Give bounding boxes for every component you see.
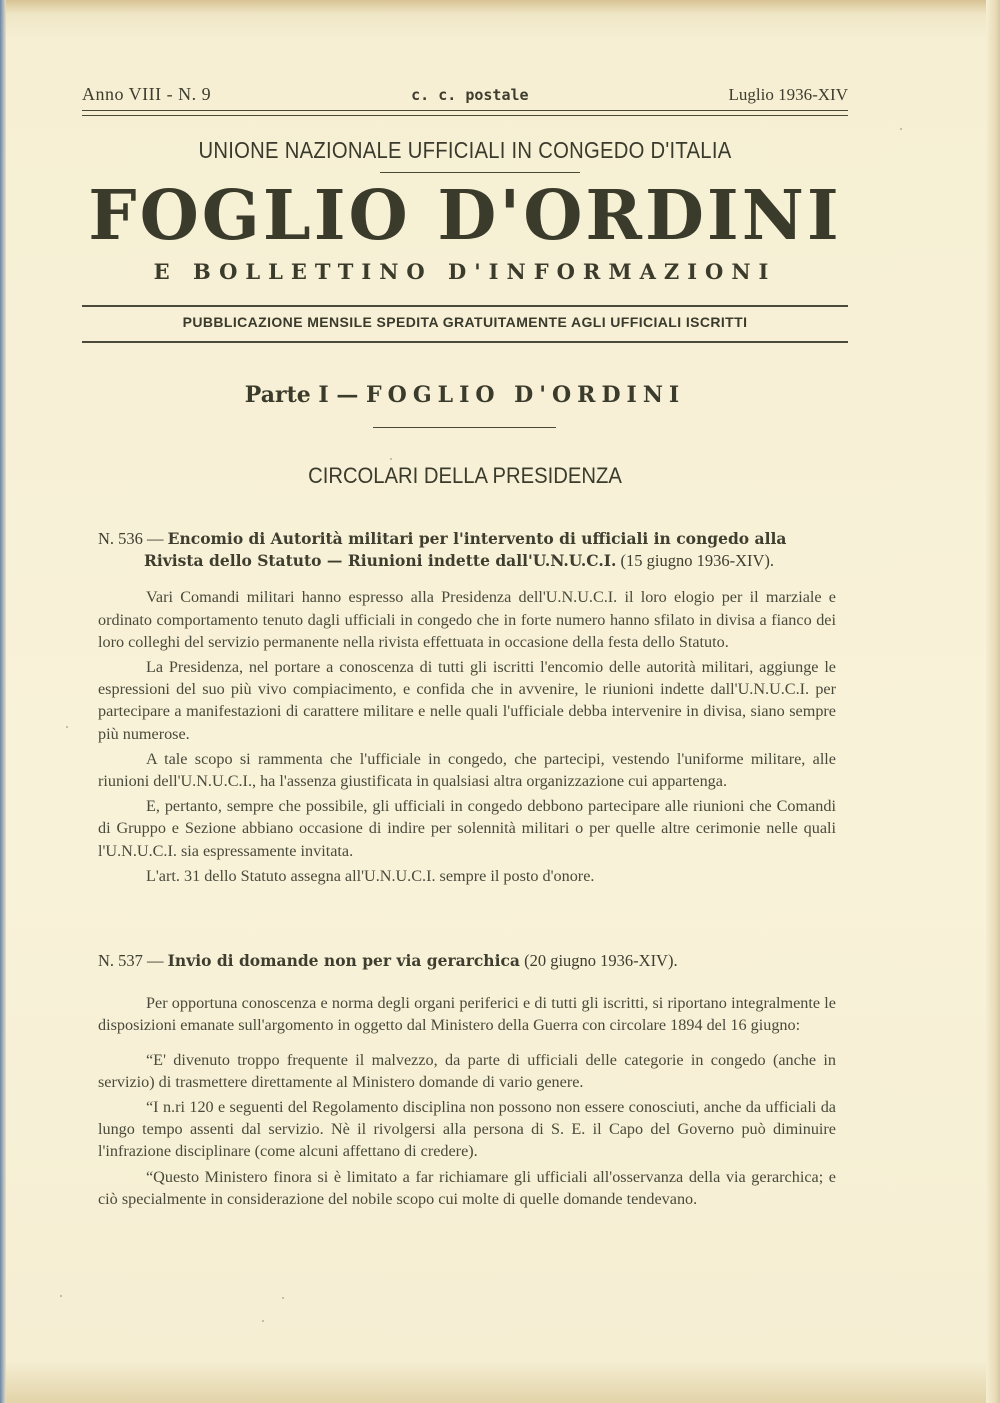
publication-note: PUBBLICAZIONE MENSILE SPEDITA GRATUITAMENTE AGLI UFFICIALI ISCRITTI — [182, 314, 748, 330]
paragraph: L'art. 31 dello Statuto assegna all'U.N.U.C.I. sempre il posto d'onore. — [146, 866, 595, 885]
article-number: N. 537 — — [98, 951, 164, 970]
part-prefix: Parte I — — [244, 382, 359, 408]
section-title: CIRCOLARI DELLA PRESIDENZA — [308, 463, 622, 488]
publication-subtitle: E BOLLETTINO D'INFORMAZIONI — [153, 259, 777, 284]
short-rule-divider — [373, 427, 556, 428]
rule-divider — [82, 305, 848, 307]
paragraph: E, pertanto, sempre che possibile, gli ufficiali in congedo debbono partecipare alle riunioni che Comandi di Gruppo e Sezione abbiano occasione di indire per solennità militari o per quelle altre cerimonie nelle quali l'U.N.U.C.I. sia espressamente invitata. — [98, 797, 836, 860]
article-title: Invio di domande non per via gerarchica — [167, 951, 520, 970]
postal-note: c. c. postale — [411, 86, 529, 104]
paragraph: “E' divenuto troppo frequente il malvezzo, da parte di ufficiali delle categorie in congedo (anche in servizio) di trasmettere direttamente al Ministero domande di vario genere. — [98, 1050, 836, 1091]
article-heading — [98, 528, 836, 572]
paragraph: Per opportuna conoscenza e norma degli organi periferici e di tutti gli iscritti, si riportano integralmente le disposizioni emanate sull'argomento in oggetto dal Ministero della Guerra con circolare 1894 del 16 giugno: — [98, 994, 836, 1035]
organization-name: UNIONE NAZIONALE UFFICIALI IN CONGEDO D'ITALIA — [198, 137, 732, 163]
article-heading — [98, 950, 836, 972]
paragraph: Vari Comandi militari hanno espresso alla Presidenza dell'U.N.U.C.I. il loro elogio per il marziale e ordinato comportamento tenuto dagli ufficiali in congedo che in forte numero hanno sfilato in divisa a fianco dei loro colleghi del servizio permanente nella rivista effettuata in occasione della festa dello Statuto. — [98, 588, 836, 651]
issue-date: Luglio 1936-XIV — [728, 85, 848, 104]
article-536 — [98, 528, 836, 890]
part-heading — [80, 382, 850, 408]
article-537 — [98, 950, 836, 1213]
article-title: Encomio di Autorità militari per l'intervento di ufficiali in congedo alla Rivista dello Statuto — Riunioni indette dall'U.N.U.C.I. — [144, 529, 787, 571]
article-date: (15 giugno 1936-XIV). — [620, 551, 775, 571]
paragraph: “Questo Ministero finora si è limitato a far richiamare gli ufficiali all'osservanza della via gerarchica; e ciò specialmente in considerazione del nobile scopo cui molte di quelle domande tendevano. — [98, 1167, 836, 1208]
article-date: (20 giugno 1936-XIV). — [524, 951, 678, 970]
issue-number: Anno VIII - N. 9 — [82, 84, 212, 104]
double-rule-divider — [82, 110, 848, 116]
paragraph: “I n.ri 120 e seguenti del Regolamento disciplina non possono non essere conosciuti, anche da ufficiali da lungo tempo assenti dal servizio. Nè il rivolgersi alla persona di S. E. il Capo del Governo può diminuire l'infrazione disciplinare (come alcuni affettano di credere). — [98, 1098, 836, 1161]
paragraph: La Presidenza, nel portare a conoscenza di tutti gli iscritti l'encomio delle autorità militari, aggiunge le espressioni del suo più vivo compiacimento, e confida che in avvenire, le riunioni indette dall'U.N.U.C.I. per partecipare a manifestazioni di carattere militare e nelle quali l'ufficiale debba intervenire in divisa, siano sempre più numerose. — [98, 658, 836, 743]
paragraph: A tale scopo si rammenta che l'ufficiale in congedo, che partecipi, vestendo l'uniforme militare, alle riunioni dell'U.N.U.C.I., ha l'assenza giustificata in qualsiasi altra organizzazione cui appartenga. — [98, 749, 836, 791]
rule-divider — [82, 341, 848, 343]
masthead-info-line — [82, 84, 848, 105]
short-rule-divider — [380, 172, 580, 173]
publication-title: FOGLIO D'ORDINI — [88, 176, 842, 256]
part-title: FOGLIO D'ORDINI — [366, 382, 686, 408]
article-number: N. 536 — — [98, 529, 164, 548]
